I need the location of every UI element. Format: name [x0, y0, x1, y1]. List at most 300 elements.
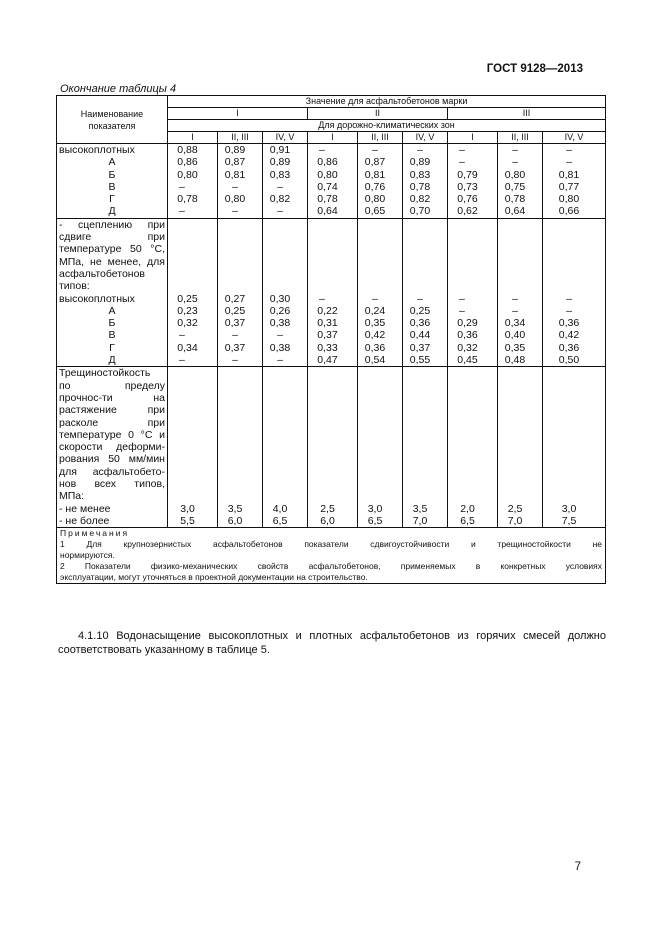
spacer [450, 380, 495, 392]
value-cell: 0,82 [269, 193, 291, 206]
spacer [220, 441, 260, 453]
spacer [360, 268, 400, 280]
spacer [500, 478, 540, 490]
spacer [220, 478, 260, 490]
value-cell: 0,24 [364, 304, 386, 317]
spacer [405, 256, 445, 268]
row-label: В [108, 329, 116, 342]
value-column-cell [168, 144, 218, 219]
value-column-cell [218, 218, 263, 367]
spacer [500, 453, 540, 465]
note-2-line-2: эксплуатации, могут уточняться в проектной документации на строительство. [60, 572, 368, 583]
row-label: Б [108, 317, 116, 330]
indicator-name-line: температуре 0 °С и [59, 428, 165, 441]
spacer [170, 441, 215, 453]
spacer [360, 219, 400, 231]
page-number: 7 [574, 861, 581, 873]
value-cell: 0,33 [317, 341, 338, 354]
value-cell: 0,75 [504, 180, 526, 193]
value-column-cell [543, 218, 606, 367]
value-column-cell [308, 144, 358, 219]
spacer [265, 219, 305, 231]
indicator-name-line: температуре 50 °С, [59, 243, 165, 256]
spacer [405, 280, 445, 292]
value-cell: 0,25 [177, 292, 198, 305]
value-column-cell [263, 367, 308, 528]
value-column-cell [358, 367, 403, 528]
spacer [310, 453, 355, 465]
spacer [450, 243, 495, 255]
spacer [310, 478, 355, 490]
spacer [450, 441, 495, 453]
value-cell: 6,5 [272, 514, 288, 527]
value-cell: 0,66 [558, 205, 580, 218]
spacer [545, 478, 603, 490]
spacer [360, 392, 400, 404]
value-cell: 0,82 [409, 193, 431, 206]
spacer [500, 490, 540, 502]
spacer [360, 453, 400, 465]
spacer [265, 441, 305, 453]
value-cell: 0,80 [224, 193, 246, 206]
row-label: В [108, 180, 116, 193]
value-column-cell [543, 144, 606, 219]
value-cell: 0,87 [364, 156, 386, 169]
value-cell: 0,50 [558, 354, 580, 367]
indicator-name-line: прочнос-ти на [59, 391, 165, 404]
spacer [170, 417, 215, 429]
value-cell: – [277, 205, 283, 218]
spacer [265, 392, 305, 404]
spacer [500, 231, 540, 243]
grade-header-2: II [308, 108, 448, 120]
value-cell: 0,80 [177, 168, 198, 181]
spacer [405, 478, 445, 490]
value-cell: 0,76 [364, 180, 386, 193]
value-cell: 0,89 [409, 156, 431, 169]
spacer [405, 466, 445, 478]
spacer [265, 367, 305, 379]
spacer [360, 417, 400, 429]
value-cell: 6,0 [227, 514, 243, 527]
spacer [545, 256, 603, 268]
spacer [450, 490, 495, 502]
spacer [310, 466, 355, 478]
value-cell: 0,37 [317, 329, 338, 342]
spacer [450, 478, 495, 490]
value-column-cell [308, 218, 358, 367]
value-cell: 0,73 [457, 180, 478, 193]
spacer [500, 219, 540, 231]
spacer [500, 268, 540, 280]
value-cell: 0,23 [177, 304, 198, 317]
value-cell: 0,38 [269, 341, 291, 354]
value-cell: 4,0 [272, 502, 288, 515]
spacer [265, 404, 305, 416]
spacer [265, 380, 305, 392]
value-cell: – [417, 144, 423, 156]
value-cell: 5,5 [180, 514, 195, 527]
spacer [405, 367, 445, 379]
value-cell: – [459, 156, 465, 169]
row-label: - не менее [59, 502, 111, 515]
value-cell: – [179, 205, 185, 218]
value-cell: 3,0 [180, 502, 195, 515]
value-cell: 0,86 [177, 156, 198, 169]
zone-header: II, III [218, 132, 263, 144]
value-cell: – [512, 144, 518, 156]
spacer [170, 429, 215, 441]
value-cell: – [566, 156, 572, 169]
spacer [545, 392, 603, 404]
value-column-cell [218, 367, 263, 528]
spacer [310, 367, 355, 379]
value-cell: 6,0 [320, 514, 335, 527]
spacer [500, 243, 540, 255]
value-cell: 7,0 [412, 514, 428, 527]
value-cell: 3,0 [561, 502, 577, 515]
indicator-name-line: типов: [59, 280, 90, 293]
properties-table [56, 95, 606, 584]
value-cell: – [232, 354, 238, 367]
spacer [545, 280, 603, 292]
table-row [57, 218, 606, 367]
indicator-name-line: сдвиге при [59, 231, 165, 244]
value-cell: 0,42 [364, 329, 386, 342]
spacer [220, 404, 260, 416]
grade-header-3: III [448, 108, 606, 120]
value-column-cell [358, 144, 403, 219]
value-cell: 0,81 [364, 168, 386, 181]
spacer [545, 268, 603, 280]
value-cell: – [277, 329, 283, 342]
spacer [500, 429, 540, 441]
value-column-cell [498, 367, 543, 528]
spacer [220, 256, 260, 268]
value-cell: – [319, 144, 325, 156]
value-cell: 3,5 [227, 502, 243, 515]
spacer [170, 243, 215, 255]
row-label: А [108, 304, 116, 317]
value-cell: 0,81 [224, 168, 246, 181]
spacer [405, 392, 445, 404]
spacer [265, 490, 305, 502]
zone-header: IV, V [403, 132, 448, 144]
zone-header: IV, V [543, 132, 606, 144]
spacer [545, 441, 603, 453]
spacer [545, 417, 603, 429]
spacer [310, 429, 355, 441]
value-cell: 0,83 [269, 168, 291, 181]
value-cell: 0,62 [457, 205, 478, 218]
spacer [450, 280, 495, 292]
value-column-cell [498, 218, 543, 367]
value-cell: 0,83 [409, 168, 431, 181]
spacer [265, 478, 305, 490]
spacer [405, 219, 445, 231]
spacer [405, 268, 445, 280]
spacer [220, 268, 260, 280]
notes-title: Примечания [60, 528, 130, 539]
value-cell: 0,25 [409, 304, 431, 317]
value-cell: – [459, 144, 465, 156]
value-cell: – [277, 180, 283, 193]
spacer [500, 380, 540, 392]
spacer [310, 268, 355, 280]
spacer [220, 429, 260, 441]
value-cell: – [232, 329, 238, 342]
spacer [170, 380, 215, 392]
spacer [545, 404, 603, 416]
spacer [265, 256, 305, 268]
value-column-cell [308, 367, 358, 528]
value-cell: 0,34 [504, 317, 526, 330]
value-cell: 0,38 [269, 317, 291, 330]
row-label: Д [108, 354, 116, 367]
value-column-cell [218, 144, 263, 219]
spacer [265, 243, 305, 255]
value-column-cell [263, 144, 308, 219]
spacer [265, 466, 305, 478]
spacer [450, 268, 495, 280]
row-label: Г [109, 341, 115, 354]
row-label: - не более [59, 514, 110, 527]
table-row [57, 144, 606, 219]
value-cell: – [459, 304, 465, 317]
value-cell: 0,31 [317, 317, 338, 330]
spacer [170, 478, 215, 490]
value-cell: 0,78 [317, 193, 338, 206]
value-cell: – [417, 292, 423, 305]
spacer [360, 256, 400, 268]
value-cell: 0,36 [409, 317, 431, 330]
indicator-name-line: расколе при [59, 416, 165, 429]
table-caption: Окончание таблицы 4 [60, 83, 177, 95]
indicator-name-line: МПа, не менее, для [59, 255, 165, 268]
value-cell: 0,37 [409, 341, 431, 354]
paragraph-line-2: соответствовать указанному в таблице 5. [58, 644, 270, 656]
spacer [450, 367, 495, 379]
spacer [220, 417, 260, 429]
zone-header: I [308, 132, 358, 144]
value-cell: 0,26 [269, 304, 291, 317]
value-column-cell [358, 218, 403, 367]
spacer [500, 392, 540, 404]
spacer [405, 453, 445, 465]
value-cell: – [566, 144, 572, 156]
value-column-cell [263, 218, 308, 367]
spacer [360, 478, 400, 490]
zone-header: II, III [358, 132, 403, 144]
spacer [500, 404, 540, 416]
spacer [220, 466, 260, 478]
row-label: А [108, 156, 116, 169]
spacer [170, 466, 215, 478]
spacer [265, 231, 305, 243]
value-cell: 7,0 [507, 514, 523, 527]
spacer [170, 268, 215, 280]
spacer [360, 280, 400, 292]
spacer [405, 380, 445, 392]
value-cell: 0,80 [504, 168, 526, 181]
indicator-name-line: МПа: [59, 490, 85, 503]
value-cell: 0,47 [317, 354, 338, 367]
spacer [500, 441, 540, 453]
spacer [310, 280, 355, 292]
spacer [545, 367, 603, 379]
value-cell: 0,89 [269, 156, 291, 169]
spacer [450, 417, 495, 429]
row-label: высокоплотных [59, 144, 135, 156]
grade-header-1: I [168, 108, 308, 120]
note-1-line-1: 1 Для крупнозернистых асфальтобетонов показатели сдвигоустойчивости и трещиностойкости не [60, 539, 603, 550]
spacer [545, 490, 603, 502]
spacer [360, 490, 400, 502]
spacer [220, 280, 260, 292]
value-cell: 0,35 [364, 317, 386, 330]
spacer [360, 404, 400, 416]
value-cell: – [459, 292, 465, 305]
value-cell: 0,65 [364, 205, 386, 218]
spacer [220, 231, 260, 243]
document-code: ГОСТ 9128—2013 [486, 63, 583, 75]
row-label: Б [108, 168, 116, 181]
spacer [310, 231, 355, 243]
value-cell: 0,55 [409, 354, 431, 367]
spacer [220, 243, 260, 255]
spacer [405, 417, 445, 429]
value-column-cell [448, 367, 498, 528]
spacer [500, 280, 540, 292]
spacer [405, 404, 445, 416]
value-column-cell [168, 367, 218, 528]
spacer [405, 429, 445, 441]
spacer [265, 429, 305, 441]
value-cell: 6,5 [367, 514, 383, 527]
zone-header: I [448, 132, 498, 144]
spacer [310, 219, 355, 231]
spacer [265, 453, 305, 465]
value-cell: 0,80 [558, 193, 580, 206]
value-cell: 0,35 [504, 341, 526, 354]
value-cell: 0,48 [504, 354, 526, 367]
value-column-cell [403, 367, 448, 528]
spacer [500, 417, 540, 429]
value-cell: 0,42 [558, 329, 580, 342]
value-cell: 0,64 [317, 205, 338, 218]
row-label: Г [109, 193, 115, 206]
spacer [170, 453, 215, 465]
zones-header: Для дорожно-климатических зон [168, 120, 606, 132]
row-label: высокоплотных [59, 292, 135, 305]
spacer [170, 219, 215, 231]
value-column-cell [448, 218, 498, 367]
value-cell: 0,74 [317, 180, 338, 193]
indicator-name-line: асфальтобетонов [59, 267, 146, 280]
zone-header: I [168, 132, 218, 144]
spacer [545, 219, 603, 231]
value-cell: – [277, 354, 283, 367]
value-cell: 0,25 [224, 304, 246, 317]
spacer [545, 380, 603, 392]
spacer [450, 404, 495, 416]
spacer [310, 417, 355, 429]
spacer [220, 490, 260, 502]
column-header-name: Наименование показателя [57, 96, 168, 144]
paragraph-line-1: 4.1.10 Водонасыщение высокоплотных и плотных асфальтобетонов из горячих смесей должно [78, 630, 606, 642]
spacer [360, 367, 400, 379]
indicator-name-line: по пределу [59, 379, 165, 392]
spacer [360, 231, 400, 243]
indicator-name-cell [57, 218, 168, 367]
value-cell: 7,5 [561, 514, 577, 527]
value-cell: 0,32 [177, 317, 198, 330]
value-cell: 3,0 [367, 502, 383, 515]
spacer [360, 429, 400, 441]
value-cell: 0,78 [504, 193, 526, 206]
spacer [310, 243, 355, 255]
value-cell: – [566, 304, 572, 317]
table-notes [57, 528, 606, 584]
spacer [170, 256, 215, 268]
spacer [450, 256, 495, 268]
value-column-cell [543, 367, 606, 528]
spacer [220, 380, 260, 392]
value-cell: 0,86 [317, 156, 338, 169]
value-cell: 0,45 [457, 354, 478, 367]
spacer [310, 441, 355, 453]
value-cell: 0,89 [224, 144, 246, 156]
indicator-name-line: Трещиностойкость [59, 367, 151, 380]
value-cell: 3,5 [412, 502, 428, 515]
spacer [360, 243, 400, 255]
value-cell: 0,44 [409, 329, 431, 342]
spacer [500, 256, 540, 268]
spacer [170, 392, 215, 404]
zone-header: IV, V [263, 132, 308, 144]
spacer [310, 256, 355, 268]
value-cell: 0,29 [457, 317, 478, 330]
value-cell: 0,54 [364, 354, 386, 367]
value-cell: 0,36 [457, 329, 478, 342]
value-cell: 2,5 [320, 502, 335, 515]
table-row [57, 367, 606, 528]
spacer [360, 380, 400, 392]
spacer [450, 392, 495, 404]
value-cell: 0,22 [317, 304, 338, 317]
spacer [170, 490, 215, 502]
value-cell: 2,0 [460, 502, 475, 515]
spacer [405, 441, 445, 453]
spacer [450, 453, 495, 465]
spacer [405, 231, 445, 243]
indicator-name-cell [57, 144, 168, 219]
spacer [450, 231, 495, 243]
spacer [170, 231, 215, 243]
paragraph-4-1-10 [58, 629, 606, 657]
note-1-line-2: нормируются. [60, 550, 115, 561]
row-label: Д [108, 205, 116, 218]
value-cell: 6,5 [460, 514, 475, 527]
spacer [405, 490, 445, 502]
value-cell: 0,91 [269, 144, 291, 156]
value-cell: 0,36 [558, 341, 580, 354]
value-cell: – [232, 205, 238, 218]
spacer [310, 490, 355, 502]
spacer [265, 417, 305, 429]
group-header: Значение для асфальтобетонов марки [168, 96, 606, 108]
spacer [170, 367, 215, 379]
